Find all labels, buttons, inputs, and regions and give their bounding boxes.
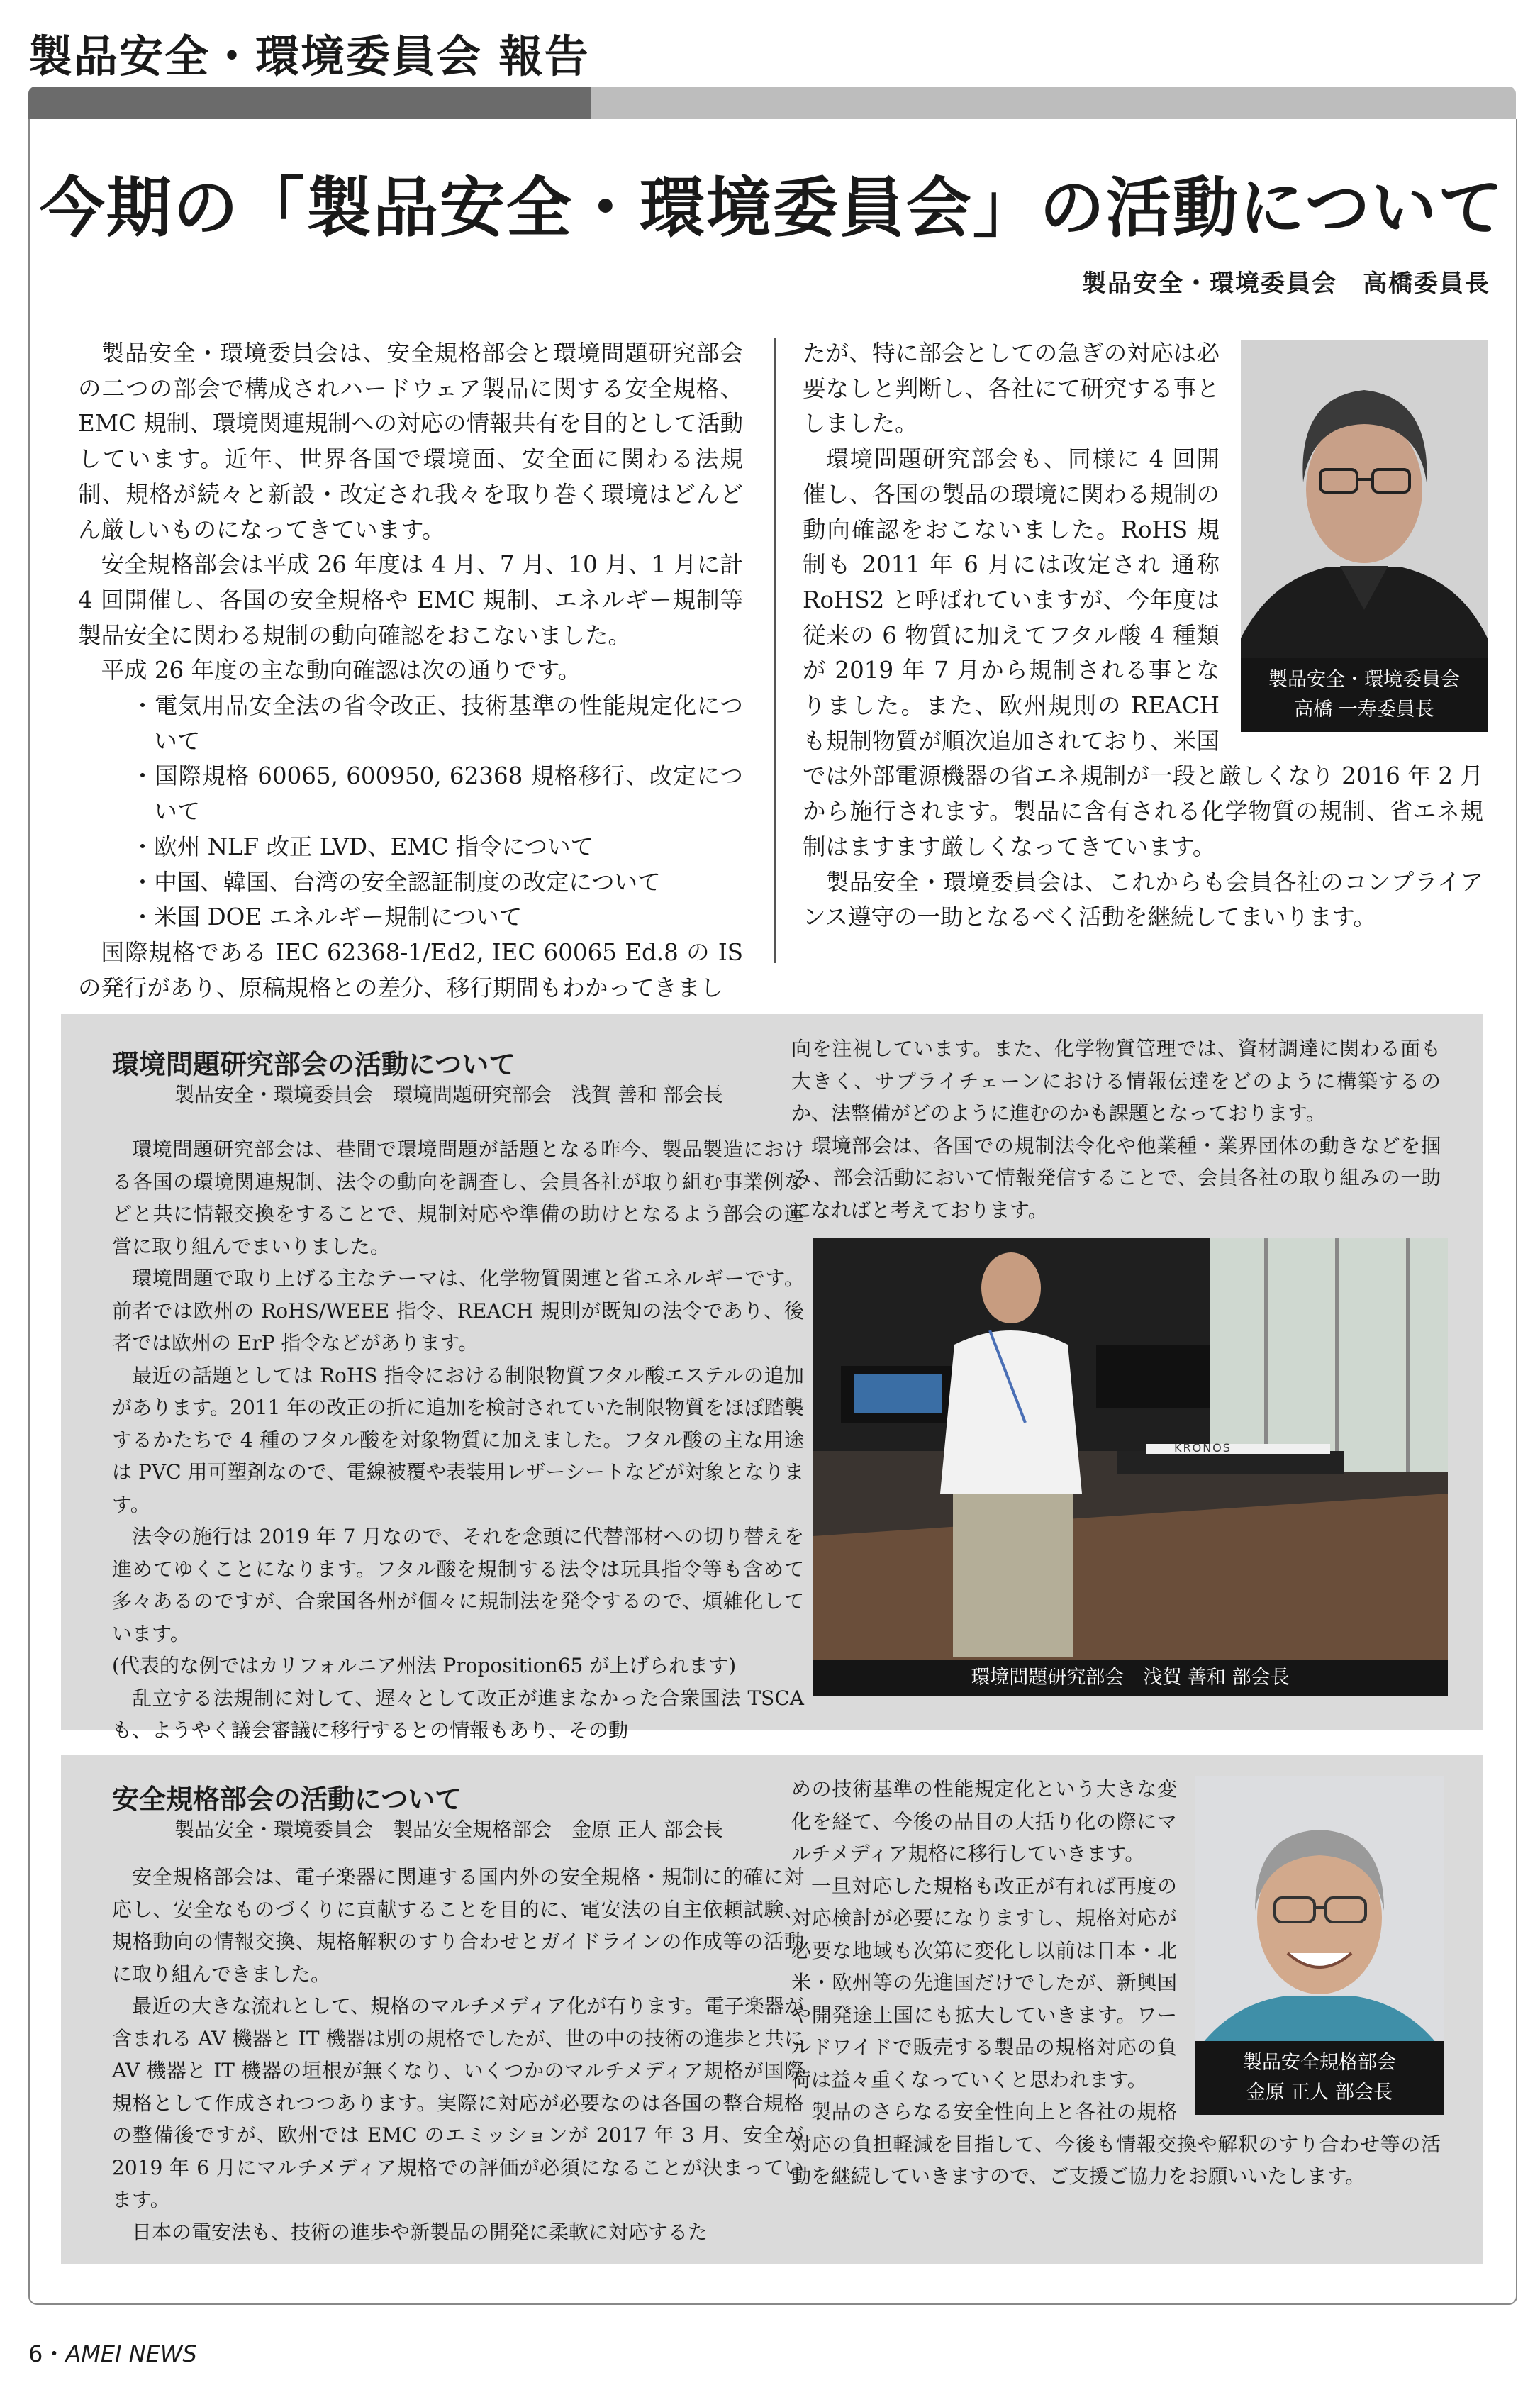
paragraph: 向を注視しています。また、化学物質管理では、資材調達に関わる面も大きく、サプライチェーンにおける情報伝達をどのように構築するのか、法整備がどのように進むのかも課題となっております。 — [791, 1037, 1441, 1125]
paragraph: 製品安全・環境委員会は、これからも会員各社のコンプライアンス遵守の一助となるべく活動を継続してまいります。 — [803, 868, 1483, 931]
paragraph: 製品安全・環境委員会は、安全規格部会と環境問題研究部会の二つの部会で構成されハードウェア製品に関する安全規格、EMC 規制、環境関連規制への対応の情報共有を目的として活動しています。近年、世界各国で環境面、安全面に関わる法規制、規格が続々と新設・改定され我々を取り巻く環境はどんどん厳しいものになってきています。 — [78, 340, 743, 543]
list-item: ・欧州 NLF 改正 LVD、EMC 指令について — [130, 833, 594, 860]
photo-caption: 製品安全・環境委員会 高橋 一寿委員長 — [1241, 658, 1488, 732]
paragraph: 安全規格部会は、電子楽器に関連する国内外の安全規格・規制に的確に対応し、安全なものづくりに貢献することを目的に、電安法の自主依頼試験、規格動向の情報交換、規格解釈のすり合わせとガイドラインの作成等の活動に取り組んできました。 — [112, 1865, 804, 1986]
safety-chief-photo — [1195, 1776, 1444, 2115]
article-title: 今期の「製品安全・環境委員会」の活動について — [39, 170, 1505, 246]
chairman-photo — [1241, 340, 1488, 732]
box-column-right — [791, 1773, 1441, 2193]
studio-photo — [813, 1238, 1448, 1696]
environment-subcommittee-box — [61, 1014, 1483, 1742]
photo-caption: 環境問題研究部会 浅賀 善和 部会長 — [813, 1660, 1448, 1696]
paragraph: 法令の施行は 2019 年 7 月なので、それを念頭に代替部材への切り替えを進めてゆくことになります。フタル酸を規制する法令は玩具指令等も含めて多々あるのですが、合衆国各州が個々に規制法を発令するので、煩雑化しています。 — [112, 1525, 804, 1645]
list-item: ・国際規格 60065, 600950, 62368 規格移行、改定について — [130, 762, 743, 826]
photo-caption: 製品安全規格部会 金原 正人 部会長 — [1195, 2041, 1444, 2115]
list-item: ・電気用品安全法の省令改正、技術基準の性能規定化について — [130, 692, 743, 755]
box-title: 安全規格部会の活動について — [112, 1784, 462, 1815]
box-column-right — [791, 1033, 1441, 1226]
paragraph: 製品のさらなる安全性向上と各社の規格対応の負担軽減を目指して、今後も情報交換や解釈のすり合わせ等の活動を継続していきますので、ご支援ご協力をお願いいたします。 — [791, 2100, 1441, 2188]
safety-subcommittee-box — [61, 1755, 1483, 2264]
box-subtitle: 製品安全・環境委員会 環境問題研究部会 浅賀 善和 部会長 — [174, 1083, 723, 1106]
header-bar-accent — [28, 87, 591, 119]
paragraph: 一旦対応した規格も改正が有れば再度の対応検討が必要になりますし、規格対応が必要な地域も次第に変化し以前は日本・北米・欧州等の先進国だけでしたが、新興国や開発途上国にも拡大していきます。ワールドワイドで販売する製品の規格対応の負荷は益々重くなっていくと思われます。 — [791, 1874, 1177, 2091]
footer-separator: ・ — [43, 2340, 66, 2367]
paragraph: 環境部会は、各国での規制法令化や他業種・業界団体の動きなどを掴み、部会活動において情報発信することで、会員各社の取り組みの一助になればと考えております。 — [791, 1133, 1441, 1222]
paragraph: たが、特に部会としての急ぎの対応は必要なしと判断し、各社にて研究する事としました。 — [803, 340, 1220, 438]
box-column-left — [112, 1861, 804, 2248]
header-bar — [28, 87, 1516, 119]
page-number: 6 — [28, 2340, 43, 2367]
article-author: 製品安全・環境委員会 高橋委員長 — [1082, 269, 1490, 298]
list-item: ・中国、韓国、台湾の安全認証制度の改定について — [130, 868, 661, 896]
paragraph: 最近の話題としては RoHS 指令における制限物質フタル酸エステルの追加があります。2011 年の改正の折に追加を検討されていた制限物質をほぼ踏襲するかたちで 4 種のフタル酸を対象物質に加えました。フタル酸の主な用途は PVC 用可塑剤なので、電線被覆や表装用レザーシートなどが対象となります。 — [112, 1363, 804, 1516]
paragraph: 環境問題研究部会は、巷間で環境問題が話題となる昨今、製品製造における各国の環境関連規制、法令の動向を調査し、会員各社が取り組む事業例などと共に情報交換をすることで、規制対応や準備の助けとなるよう部会の運営に取り組んでまいりました。 — [112, 1138, 804, 1258]
box-column-left — [112, 1133, 804, 1747]
page-footer — [28, 2336, 197, 2369]
box-subtitle: 製品安全・環境委員会 製品安全規格部会 金原 正人 部会長 — [174, 1818, 723, 1841]
paragraph: 環境問題で取り上げる主なテーマは、化学物質関連と省エネルギーです。前者では欧州の RoHS/WEEE 指令、REACH 規則が既知の法令であり、後者では欧州の ErP 指令などがあります。 — [112, 1267, 804, 1355]
box-title: 環境問題研究部会の活動について — [112, 1049, 516, 1080]
paragraph: 乱立する法規制に対して、遅々として改正が進まなかった合衆国法 TSCA も、ようやく議会審議に移行するとの情報もあり、その動 — [112, 1686, 804, 1742]
keyboard-brand: KRONOS — [1174, 1441, 1232, 1455]
article-column-left — [78, 336, 743, 1006]
paragraph: 安全規格部会は平成 26 年度は 4 月、7 月、10 月、1 月に計 4 回開催し、各国の安全規格や EMC 規制、エネルギー規制等製品安全に関わる規制の動向確認をおこないました。 — [78, 551, 743, 649]
studio-illustration — [813, 1238, 1448, 1696]
paragraph: 環境問題研究部会も、同様に 4 回開催し、各国の製品の環境に関わる規制の動向確認をおこないました。RoHS 規制も 2011 年 6 月には改定され 通称 RoHS2 と呼ばれていますが、今年度は従来の 6 物質に加えてフタル酸 4 種類が 2019 年 7 月から規制される事となりました。また、欧州規則の REACH も規制物質が順次追加されており、米国では外部電源機器の省エネ規制が一段と厳しくなり 2016 年 2 月から施行されます。製品に含有される化学物質の規制、省エネ規制はますます厳しくなってきています。 — [803, 445, 1483, 860]
paragraph: 国際規格である IEC 62368-1/Ed2, IEC 60065 Ed.8 の IS の発行があり、原稿規格との差分、移行期間もわかってきまし — [78, 938, 743, 1001]
paragraph: めの技術基準の性能規定化という大きな変化を経て、今後の品目の大括り化の際にマルチメディア規格に移行していきます。 — [791, 1777, 1177, 1865]
paragraph: 日本の電安法も、技術の進歩や新製品の開発に柔軟に対応するた — [132, 2220, 708, 2244]
publication-name: AMEI NEWS — [65, 2340, 197, 2367]
paragraph: (代表的な例ではカリフォルニア州法 Proposition65 が上げられます) — [112, 1654, 737, 1677]
paragraph: 平成 26 年度の主な動向確認は次の通りです。 — [101, 657, 581, 684]
section-header: 製品安全・環境委員会 報告 — [28, 30, 590, 82]
article-column-right — [803, 336, 1483, 935]
column-divider — [774, 338, 776, 963]
list-item: ・米国 DOE エネルギー規制について — [130, 904, 523, 931]
paragraph: 最近の大きな流れとして、規格のマルチメディア化が有ります。電子楽器が含まれる AV 機器と IT 機器は別の規格でしたが、世の中の技術の進歩と共に AV 機器と IT 機器の垣根が無くなり、いくつかのマルチメディア規格が国際規格として作成されつつあります。実際に対応が必要なのは各国の整合規格の整備後ですが、欧州では EMC のエミッションが 2017 年 3 月、安全が 2019 年 6 月にマルチメディア規格での評価が必須になることが決まっています。 — [112, 1994, 804, 2211]
bullet-list — [78, 689, 743, 935]
